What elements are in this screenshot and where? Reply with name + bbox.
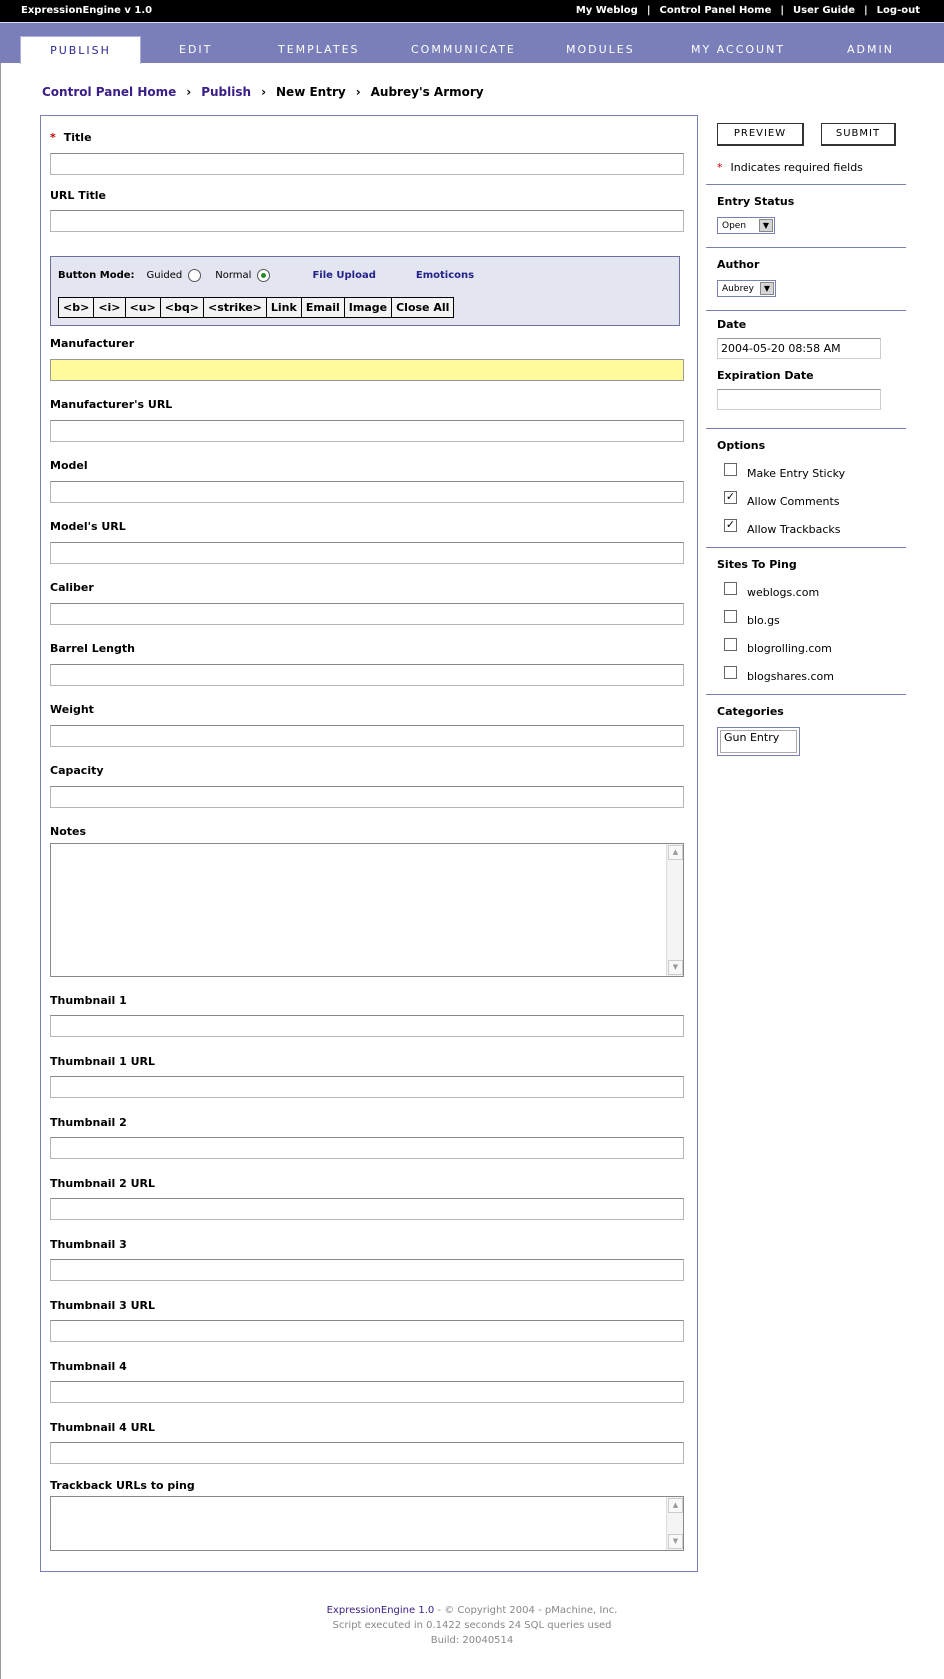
date-label: Date [717, 318, 747, 331]
top-links [576, 5, 920, 16]
ping-blogs-checkbox[interactable] [724, 610, 737, 623]
underline-button[interactable]: <u> [125, 298, 160, 317]
breadcrumb-arrow: › [355, 85, 361, 99]
breadcrumb-arrow: › [261, 85, 267, 99]
user-guide-link[interactable]: User Guide [793, 5, 856, 16]
file-upload-link[interactable]: File Upload [312, 270, 376, 281]
footer [0, 1603, 944, 1648]
emoticons-link[interactable]: Emoticons [415, 270, 475, 281]
ping-blogrolling-checkbox[interactable] [724, 638, 737, 651]
notes-textarea[interactable] [50, 843, 684, 977]
required-note [717, 161, 863, 174]
tab-templates[interactable]: TEMPLATES [278, 43, 360, 56]
button-mode-row [58, 269, 474, 282]
tab-publish[interactable]: PUBLISH [20, 36, 141, 64]
weight-input[interactable] [50, 725, 684, 747]
preview-button[interactable]: PREVIEW [717, 123, 804, 146]
trackback-label: Trackback URLs to ping [50, 1479, 195, 1492]
sidebar-divider [706, 694, 906, 695]
title-input[interactable] [50, 153, 684, 175]
normal-label: Normal [215, 270, 252, 281]
url-title-label: URL Title [50, 189, 107, 202]
tab-modules[interactable]: MODULES [566, 43, 635, 56]
formatting-toolbar [50, 256, 680, 326]
tab-my-account[interactable]: MY ACCOUNT [691, 43, 786, 56]
author-label: Author [717, 258, 760, 271]
capacity-label: Capacity [50, 764, 104, 777]
allow-trackbacks-label: Allow Trackbacks [747, 523, 841, 536]
thumbnail-1-url-input[interactable] [50, 1076, 684, 1098]
allow-comments-checkbox[interactable]: ✓ [725, 490, 736, 503]
thumbnail-1-input[interactable] [50, 1015, 684, 1037]
app-title: ExpressionEngine v 1.0 [21, 5, 153, 16]
control-panel-home-link[interactable]: Control Panel Home [659, 5, 772, 16]
breadcrumb-new-entry: New Entry [276, 85, 346, 99]
link-separator: | [780, 5, 785, 16]
ping-weblogs-label: weblogs.com [747, 586, 820, 599]
trackback-textarea[interactable] [50, 1496, 684, 1551]
scroll-up-icon[interactable]: ▲ [668, 1498, 683, 1513]
link-separator: | [646, 5, 651, 16]
top-bar [0, 0, 944, 22]
tab-edit[interactable]: EDIT [179, 43, 213, 56]
thumbnail-1-url-label: Thumbnail 1 URL [50, 1055, 156, 1068]
footer-copyright-line [0, 1603, 944, 1618]
barrel-length-label: Barrel Length [50, 642, 135, 655]
tab-admin[interactable]: ADMIN [847, 43, 894, 56]
expiration-date-input[interactable] [717, 389, 881, 410]
format-buttons [58, 297, 454, 318]
footer-copyright: - © Copyright 2004 - pMachine, Inc. [434, 1605, 618, 1616]
thumbnail-2-url-input[interactable] [50, 1198, 684, 1220]
title-label-text: Title [63, 131, 92, 144]
manufacturer-url-label: Manufacturer's URL [50, 398, 173, 411]
left-border [0, 0, 1, 1679]
italic-button[interactable]: <i> [93, 298, 124, 317]
author-select[interactable] [717, 280, 776, 297]
image-button[interactable]: Image [344, 298, 391, 317]
expiration-date-label: Expiration Date [717, 369, 814, 382]
thumbnail-3-url-input[interactable] [50, 1320, 684, 1342]
manufacturer-url-input[interactable] [50, 420, 684, 442]
title-label [50, 131, 92, 144]
model-label: Model [50, 459, 88, 472]
model-input[interactable] [50, 481, 684, 503]
thumbnail-3-input[interactable] [50, 1259, 684, 1281]
guided-radio[interactable] [188, 269, 201, 282]
categories-listbox[interactable] [717, 727, 800, 756]
scroll-up-icon[interactable]: ▲ [668, 845, 683, 860]
thumbnail-4-input[interactable] [50, 1381, 684, 1403]
sidebar-divider [706, 310, 906, 311]
categories-label: Categories [717, 705, 784, 718]
ping-weblogs-checkbox[interactable] [724, 582, 737, 595]
thumbnail-3-label: Thumbnail 3 [50, 1238, 127, 1251]
my-weblog-link[interactable]: My Weblog [575, 5, 638, 16]
breadcrumb-weblog-name: Aubrey's Armory [370, 85, 484, 99]
ping-blogshares-label: blogshares.com [747, 670, 834, 683]
breadcrumb-control-panel-home[interactable]: Control Panel Home [42, 85, 177, 99]
close-all-button[interactable]: Close All [391, 298, 453, 317]
ping-blogrolling-label: blogrolling.com [747, 642, 832, 655]
chevron-down-icon: ▼ [759, 219, 773, 232]
trackback-scrollbar[interactable] [666, 1497, 683, 1550]
sticky-label: Make Entry Sticky [747, 467, 846, 480]
tab-communicate[interactable]: COMMUNICATE [411, 43, 516, 56]
thumbnail-2-input[interactable] [50, 1137, 684, 1159]
footer-script-time: Script executed in 0.1422 seconds 24 SQL queries used [332, 1620, 612, 1631]
weight-label: Weight [50, 703, 94, 716]
logout-link[interactable]: Log-out [876, 5, 920, 16]
entry-status-select[interactable] [717, 217, 775, 234]
strike-button[interactable]: <strike> [203, 298, 266, 317]
author-value: Aubrey [722, 284, 754, 294]
entry-status-value: Open [722, 221, 747, 231]
scroll-down-icon[interactable]: ▼ [668, 960, 683, 975]
link-button[interactable]: Link [266, 298, 301, 317]
sites-to-ping-label: Sites To Ping [717, 558, 797, 571]
normal-radio[interactable] [257, 269, 270, 282]
footer-build: Build: 20040514 [430, 1635, 514, 1646]
blockquote-button[interactable]: <bq> [160, 298, 203, 317]
email-button[interactable]: Email [301, 298, 344, 317]
model-url-label: Model's URL [50, 520, 126, 533]
breadcrumb [42, 85, 484, 99]
sticky-checkbox[interactable] [724, 463, 737, 476]
notes-label: Notes [50, 825, 87, 838]
thumbnail-1-label: Thumbnail 1 [50, 994, 127, 1007]
scroll-down-icon[interactable]: ▼ [668, 1534, 683, 1549]
breadcrumb-arrow: › [186, 85, 192, 99]
button-mode-label: Button Mode: [58, 270, 135, 281]
allow-comments-label: Allow Comments [747, 495, 840, 508]
caliber-label: Caliber [50, 581, 94, 594]
date-input[interactable]: 2004-05-20 08:58 AM [717, 338, 881, 359]
manufacturer-label: Manufacturer [50, 337, 135, 350]
capacity-input[interactable] [50, 786, 684, 808]
chevron-down-icon: ▼ [760, 282, 774, 295]
thumbnail-4-url-input[interactable] [50, 1442, 684, 1464]
thumbnail-4-url-label: Thumbnail 4 URL [50, 1421, 156, 1434]
sidebar-divider [706, 247, 906, 248]
footer-product-link[interactable]: ExpressionEngine 1.0 [326, 1605, 435, 1616]
manufacturer-input[interactable] [50, 359, 684, 381]
bold-button[interactable]: <b> [59, 298, 93, 317]
url-title-input[interactable] [50, 210, 684, 232]
allow-trackbacks-checkbox[interactable]: ✓ [725, 518, 736, 531]
required-mark: * [50, 131, 56, 144]
guided-label: Guided [146, 270, 183, 281]
caliber-input[interactable] [50, 603, 684, 625]
barrel-length-input[interactable] [50, 664, 684, 686]
link-separator: | [864, 5, 868, 16]
thumbnail-2-url-label: Thumbnail 2 URL [50, 1177, 156, 1190]
thumbnail-4-label: Thumbnail 4 [50, 1360, 127, 1373]
entry-status-label: Entry Status [717, 195, 795, 208]
submit-button[interactable]: SUBMIT [821, 123, 896, 146]
options-label: Options [717, 439, 766, 452]
sidebar-divider [706, 547, 906, 548]
notes-scrollbar[interactable] [666, 844, 683, 976]
thumbnail-3-url-label: Thumbnail 3 URL [50, 1299, 156, 1312]
ping-blogshares-checkbox[interactable] [724, 666, 737, 679]
main-tabs [0, 22, 944, 63]
thumbnail-2-label: Thumbnail 2 [50, 1116, 127, 1129]
category-option[interactable]: Gun Entry [720, 730, 797, 753]
required-note-text: Indicates required fields [730, 161, 863, 174]
breadcrumb-publish[interactable]: Publish [201, 85, 252, 99]
sidebar-divider [706, 184, 906, 185]
ping-blogs-label: blo.gs [747, 614, 780, 627]
model-url-input[interactable] [50, 542, 684, 564]
required-mark: * [717, 161, 723, 174]
sidebar-divider [706, 428, 906, 429]
